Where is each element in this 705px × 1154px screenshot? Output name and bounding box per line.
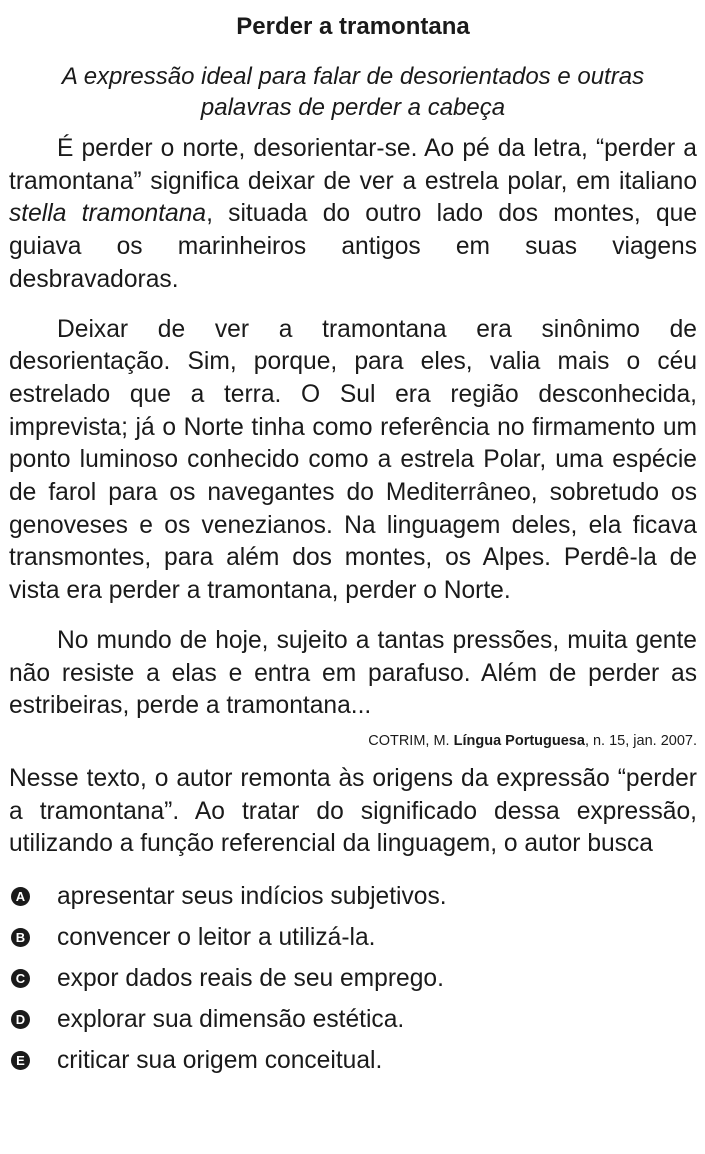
option-b-text: convencer o leitor a utilizá-la. xyxy=(57,923,376,951)
option-c-text: expor dados reais de seu emprego. xyxy=(57,964,444,992)
article-subtitle: A expressão ideal para falar de desorientados e outras palavras de perder a cabeça xyxy=(61,63,645,121)
question-stem: Nesse texto, o autor remonta às origens da expressão “perder a tramontana”. Ao tratar do significado dessa expressão, utilizando a função referencial da linguagem, o autor busca xyxy=(9,764,697,858)
option-e[interactable] xyxy=(9,1040,697,1081)
option-a-text: apresentar seus indícios subjetivos. xyxy=(57,882,447,910)
option-d-text: explorar sua dimensão estética. xyxy=(57,1005,405,1033)
answer-options xyxy=(9,876,697,1081)
option-a[interactable] xyxy=(9,876,697,917)
article-paragraph-3: No mundo de hoje, sujeito a tantas pressões, muita gente não resiste a elas e entra em parafuso. Além de perder as estribeiras, perde a tramontana... xyxy=(9,626,697,720)
exam-page xyxy=(9,0,697,1081)
source-citation xyxy=(9,732,697,750)
article-paragraph-2: Deixar de ver a tramontana era sinônimo de desorientação. Sim, porque, para eles, valia mais o céu estrelado que a terra. O Sul era região desconhecida, imprevista; já o Norte tinha como referência no firmamento um ponto luminoso conhecido como a estrela Polar, uma espécie de farol para os navegantes do Mediterrâneo, sobretudo os genoveses e os venezianos. Na linguagem deles, ela ficava transmontes, para além dos montes, os Alpes. Perdê-la de vista era perder a tramontana, perder o Norte. xyxy=(9,315,697,605)
option-c-letter-badge: C xyxy=(11,969,30,988)
paragraph-1-text-end: , situada do outro lado dos montes, que guiava os marinheiros antigos em suas viagens desbravadoras. xyxy=(9,200,697,293)
option-d[interactable] xyxy=(9,999,697,1040)
paragraph-1-text-start: É perder o norte, desorientar-se. Ao pé da letra, “perder a tramontana” significa deixar de ver a estrela polar, em italiano xyxy=(9,135,697,195)
source-publication: Língua Portuguesa xyxy=(453,732,585,749)
option-d-letter-badge: D xyxy=(11,1010,30,1029)
italian-term: stella tramontana xyxy=(9,200,207,228)
source-author: COTRIM, M. xyxy=(368,732,454,749)
option-e-text: criticar sua origem conceitual. xyxy=(57,1046,383,1074)
option-b-letter-badge: B xyxy=(11,928,30,947)
article-title: Perder a tramontana xyxy=(236,13,470,40)
option-a-letter-badge: A xyxy=(11,887,30,906)
option-c[interactable] xyxy=(9,958,697,999)
option-e-letter-badge: E xyxy=(11,1051,30,1070)
source-details: , n. 15, jan. 2007. xyxy=(584,732,697,749)
article-paragraph-1 xyxy=(9,133,697,297)
option-b[interactable] xyxy=(9,917,697,958)
